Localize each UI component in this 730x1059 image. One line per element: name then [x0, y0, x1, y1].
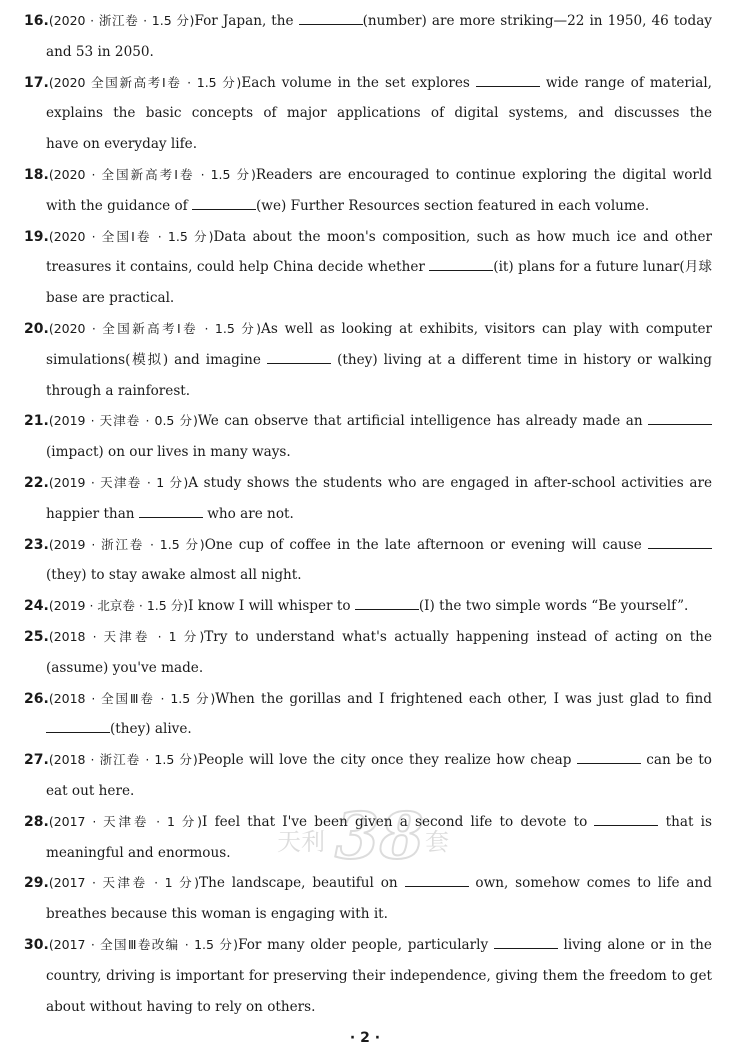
answer-blank[interactable] [46, 720, 110, 733]
question-source: (2017 · 天津卷 · 1 分) [48, 875, 200, 891]
question-text: that is [658, 813, 712, 830]
question-source: (2019 · 浙江卷 · 1.5 分) [48, 536, 205, 552]
question-line [24, 68, 712, 99]
question-source: (2019 · 天津卷 · 1 分) [48, 475, 189, 490]
question-line [24, 98, 712, 129]
question-source: (2017 · 全国Ⅲ卷改编 · 1.5 分) [48, 937, 239, 952]
question-text: can be to [640, 752, 712, 769]
question-text: base are practical. [46, 290, 175, 307]
question-text: (they) living at a different time in history or walking [331, 351, 712, 368]
question-line [24, 222, 712, 253]
question-line [24, 560, 712, 591]
question-line [24, 37, 712, 68]
question-source: (2020 全国新高考Ⅰ卷 · 1.5 分) [48, 74, 242, 90]
question-item [24, 406, 712, 468]
question-source: (2017 · 天津卷 · 1 分) [48, 813, 203, 829]
question-line [24, 437, 712, 468]
question-source: (2020 · 全国Ⅰ卷 · 1.5 分) [48, 228, 214, 244]
question-number: 20. [24, 321, 49, 337]
question-item [24, 530, 712, 592]
question-source: (2018 · 浙江卷 · 1.5 分) [48, 752, 198, 768]
question-text: (they) alive. [110, 721, 192, 738]
question-line [24, 6, 712, 37]
question-item [24, 160, 712, 222]
question-text: (it) plans for a future lunar(月球 [493, 259, 712, 276]
question-line [24, 129, 712, 160]
svg-text:天利: 天利 [277, 828, 325, 856]
question-item [24, 314, 712, 406]
question-number: 27. [24, 752, 49, 769]
question-text: Try to understand what's actually happening instead of acting on the [204, 629, 712, 645]
question-line [24, 376, 712, 407]
question-text: simulations(模拟) and imagine [46, 351, 268, 368]
question-line [24, 252, 712, 283]
question-line [24, 868, 712, 899]
answer-blank[interactable] [577, 751, 641, 764]
question-line [24, 160, 712, 191]
question-text: with the guidance of [46, 197, 192, 214]
question-item [24, 68, 712, 160]
question-item [24, 930, 712, 1022]
question-text: Readers are encouraged to continue exploring the digital world [255, 167, 712, 183]
question-line [24, 745, 712, 776]
question-number: 16. [24, 13, 49, 29]
question-item [24, 684, 712, 746]
question-number: 28. [24, 813, 49, 830]
question-text: The landscape, beautiful on [199, 875, 405, 892]
question-text: I know I will whisper to [188, 598, 355, 615]
question-number: 30. [24, 937, 49, 953]
answer-blank[interactable] [476, 74, 540, 87]
question-text: wide range of material, [539, 74, 712, 91]
question-number: 23. [24, 536, 49, 553]
question-item [24, 745, 712, 807]
answer-blank[interactable] [494, 936, 558, 949]
question-text: A study shows the students who are engaged in after-school activities are [188, 475, 712, 491]
answer-blank[interactable] [267, 351, 331, 364]
answer-blank[interactable] [648, 412, 712, 425]
question-text: For Japan, the [194, 13, 299, 29]
page-number: · 2 · [349, 1030, 381, 1046]
question-number: 25. [24, 629, 49, 645]
question-line [24, 468, 712, 499]
question-line [24, 930, 712, 961]
question-text: Each volume in the set explores [241, 74, 476, 91]
question-line [24, 653, 712, 684]
question-line [24, 622, 712, 653]
question-source: (2018 · 天津卷 · 1 分) [48, 629, 205, 644]
question-text: (assume) you've made. [46, 659, 204, 676]
question-number: 29. [24, 875, 49, 892]
question-line [24, 406, 712, 437]
question-line [24, 961, 712, 992]
question-line [24, 530, 712, 561]
question-text: (they) to stay awake almost all night. [46, 567, 302, 584]
svg-text:套: 套 [425, 828, 449, 856]
question-text: who are not. [202, 505, 294, 522]
question-line [24, 684, 712, 715]
answer-blank[interactable] [405, 874, 469, 887]
question-text: (impact) on our lives in many ways. [46, 444, 291, 461]
question-line [24, 714, 712, 745]
question-text: (we) Further Resources section featured in each volume. [256, 197, 650, 214]
question-source: (2018 · 全国Ⅲ卷 · 1.5 分) [48, 690, 216, 706]
question-item [24, 6, 712, 68]
question-number: 19. [24, 228, 49, 245]
question-text: country, driving is important for preserving their independence, giving them the freedom to get [46, 967, 712, 984]
question-item [24, 868, 712, 930]
question-text: We can observe that artificial intelligence has already made an [197, 413, 648, 430]
question-source: (2019 · 天津卷 · 0.5 分) [48, 413, 198, 429]
question-number: 26. [24, 690, 49, 707]
question-line [24, 591, 712, 622]
question-text: living alone or in the [557, 937, 712, 953]
question-number: 24. [24, 598, 49, 615]
question-text: happier than [46, 505, 139, 522]
question-number: 21. [24, 413, 49, 430]
question-text: As well as looking at exhibits, visitors can play with computer [261, 321, 712, 337]
question-item [24, 468, 712, 530]
question-text: and 53 in 2050. [46, 43, 154, 60]
question-text: about without having to rely on others. [46, 998, 316, 1015]
answer-blank[interactable] [429, 258, 493, 271]
answer-blank[interactable] [192, 197, 256, 210]
answer-blank[interactable] [648, 536, 712, 549]
question-text: When the gorillas and I frightened each other, I was just glad to find [215, 690, 712, 707]
question-text: breathes because this woman is engaging with it. [46, 906, 388, 923]
question-text: One cup of coffee in the late afternoon or evening will cause [204, 536, 648, 553]
question-source: (2020 · 全国新高考Ⅰ卷 · 1.5 分) [48, 321, 262, 336]
question-line [24, 992, 712, 1023]
question-line [24, 345, 712, 376]
svg-text:38: 38 [335, 800, 425, 870]
question-text: For many older people, particularly [238, 937, 494, 953]
question-number: 18. [24, 167, 49, 183]
question-source: (2019 · 北京卷 · 1.5 分) [48, 598, 189, 614]
question-number: 17. [24, 74, 49, 91]
question-item [24, 591, 712, 622]
watermark-logo [275, 800, 475, 870]
question-text: meaningful and enormous. [46, 844, 231, 861]
question-line [24, 314, 712, 345]
question-source: (2020 · 浙江卷 · 1.5 分) [48, 13, 195, 28]
question-text: through a rainforest. [46, 382, 191, 399]
question-line [24, 191, 712, 222]
question-text: I feel that I've been given a second life to devote to [202, 813, 595, 830]
question-text: own, somehow comes to life and [468, 875, 712, 892]
question-line [24, 283, 712, 314]
question-text: Data about the moon's composition, such as how much ice and other [213, 228, 712, 245]
question-number: 22. [24, 475, 49, 491]
answer-blank[interactable] [594, 813, 658, 826]
answer-blank[interactable] [299, 12, 363, 25]
question-text: eat out here. [46, 782, 135, 799]
answer-blank[interactable] [139, 505, 203, 518]
question-text: treasures it contains, could help China decide whether [46, 259, 430, 276]
question-item [24, 622, 712, 684]
question-text: explains the basic concepts of major applications of digital systems, and discusses the [46, 105, 712, 122]
question-text: People will love the city once they realize how cheap [197, 752, 577, 769]
question-item [24, 222, 712, 314]
question-line [24, 499, 712, 530]
question-line [24, 899, 712, 930]
question-text: (number) are more striking—22 in 1950, 46 today [362, 13, 712, 29]
question-text: have on everyday life. [46, 136, 198, 153]
question-source: (2020 · 全国新高考Ⅰ卷 · 1.5 分) [48, 167, 256, 182]
answer-blank[interactable] [355, 597, 419, 610]
question-text: (I) the two simple words “Be yourself”. [418, 598, 689, 615]
